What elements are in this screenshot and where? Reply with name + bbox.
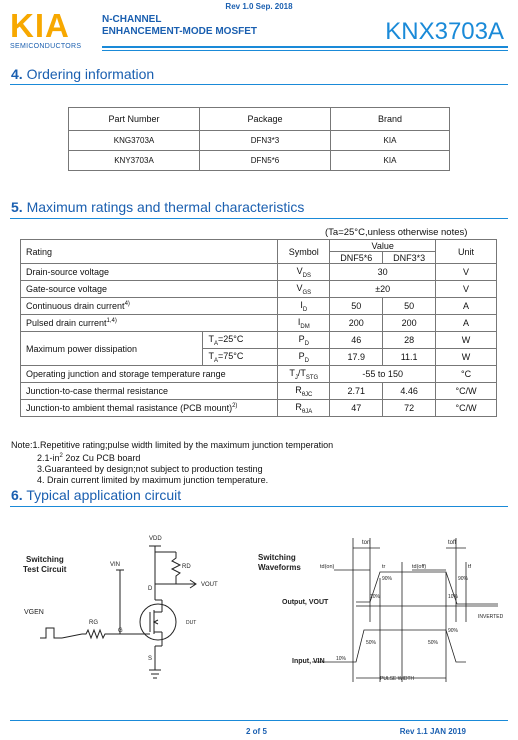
value-rjc-dfn33: 4.46: [383, 383, 436, 400]
symbol-subscript2: STG: [305, 374, 319, 381]
symbol-subscript: GS: [302, 289, 312, 296]
value-rja-dfn33: 72: [383, 400, 436, 417]
value-rja-dfn56: 47: [330, 400, 383, 417]
table-row: [21, 315, 497, 332]
section5-title: Maximum ratings and thermal characteristics: [26, 199, 305, 215]
label-vin: VIN: [110, 562, 121, 568]
symbol-subscript: D: [304, 357, 309, 364]
header-part-number: Part Number: [69, 108, 200, 131]
label-50-2: 50%: [428, 640, 439, 646]
logo-text: KIA: [10, 7, 70, 44]
value-pd25-dfn56: 46: [330, 332, 383, 349]
label-g: G: [118, 628, 123, 634]
label-input: Input, VIN: [292, 658, 325, 665]
label-pulse-width: PULSE WIDTH: [380, 676, 415, 682]
section4-rule: [10, 84, 508, 85]
symbol-letter: P: [298, 350, 305, 361]
symbol-subscript: D: [304, 340, 309, 347]
symbol-letter: R: [295, 384, 302, 395]
label-90-2: 90%: [458, 576, 469, 582]
label-output: Output, VOUT: [282, 599, 329, 606]
header-divider: [102, 46, 508, 48]
note-2: [11, 451, 511, 464]
note-2-text: 2.1-in: [37, 453, 60, 463]
value-idm-dfn33: 200: [383, 315, 436, 332]
label-vdd: VDD: [149, 536, 162, 542]
footnote-ref: 1,4): [106, 318, 117, 324]
cell-part: KNG3703A: [69, 131, 200, 151]
value-rjc-dfn56: 2.71: [330, 383, 383, 400]
symbol-letter: I: [297, 316, 301, 327]
ordering-table: [68, 107, 450, 171]
label-rg: RG: [89, 620, 98, 626]
unit-pd: W: [436, 332, 497, 349]
switching-test-circuit: [18, 528, 250, 694]
header-symbol: Symbol: [278, 240, 330, 264]
table-row: [69, 151, 450, 171]
header-dfn56: DNF5*6: [330, 252, 383, 264]
table-row: [21, 400, 497, 417]
cond-subscript: A: [213, 357, 218, 364]
table-row: [69, 131, 450, 151]
rating-vds: Drain-source voltage: [21, 264, 278, 281]
unit-vds: V: [436, 264, 497, 281]
cond-subscript: A: [213, 340, 218, 347]
unit-rja: °C/W: [436, 400, 497, 417]
value-tj: -55 to 150: [330, 366, 436, 383]
kia-logo: [10, 8, 90, 50]
symbol-idm: [278, 315, 330, 332]
note-4: 4. Drain current limited by maximum junction temperature.: [37, 475, 269, 485]
circuit-title-2: Test Circuit: [23, 565, 67, 574]
cell-brand: KIA: [331, 131, 450, 151]
circuit-title-1: Switching: [26, 555, 64, 564]
part-number: KNX3703A: [385, 18, 504, 45]
unit-tj: °C: [436, 366, 497, 383]
rating-vgs: Gate-source voltage: [21, 281, 278, 298]
note-2-rest: 2oz Cu PCB board: [62, 453, 141, 463]
symbol-pd: [278, 332, 330, 349]
footer-rule: [10, 720, 508, 721]
section4-title: Ordering information: [26, 66, 155, 82]
label-10-2: 10%: [448, 594, 459, 600]
label-90-1: 90%: [382, 576, 393, 582]
label-tdon: td(on): [320, 564, 335, 570]
symbol-slash: /T: [297, 367, 306, 378]
rating-rja: [21, 400, 278, 417]
footnote-ref: 4): [124, 301, 130, 307]
logo-subtitle: SEMICONDUCTORS: [10, 43, 82, 50]
subtitle-line1: N-CHANNEL: [102, 14, 162, 25]
device-type: [102, 14, 257, 38]
label-50-1: 50%: [366, 640, 377, 646]
cond-rest: =25°C: [218, 333, 244, 344]
condition-ta25: [203, 332, 278, 349]
label-tdoff: td(off): [412, 564, 427, 570]
value-idm-dfn56: 200: [330, 315, 383, 332]
waveform-title-2: Waveforms: [258, 563, 301, 572]
section5-number: 5.: [11, 199, 23, 215]
rating-text: Junction-to ambient themal rasistance (PCB mount): [26, 403, 233, 413]
table-header-row: [21, 240, 497, 252]
condition-ta75: [203, 349, 278, 366]
section6-number: 6.: [11, 487, 23, 503]
label-inverted: INVERTED: [478, 614, 504, 620]
value-pd75-dfn56: 17.9: [330, 349, 383, 366]
section6-title: Typical application circuit: [26, 487, 182, 503]
value-id-dfn56: 50: [330, 298, 383, 315]
symbol-subscript: θJA: [301, 408, 313, 415]
cond-rest: =75°C: [218, 350, 244, 361]
header-divider-thin: [102, 50, 508, 51]
value-vds: 30: [330, 264, 436, 281]
rating-tj: Operating junction and storage temperature range: [21, 366, 278, 383]
symbol-subscript: DM: [300, 323, 310, 330]
value-vgs: ±20: [330, 281, 436, 298]
section6-heading: [11, 487, 181, 503]
cell-brand: KIA: [331, 151, 450, 171]
value-pd25-dfn33: 28: [383, 332, 436, 349]
symbol-letter: T: [289, 367, 295, 378]
label-tf: tf: [468, 564, 472, 570]
table-row: [21, 281, 497, 298]
symbol-subscript: J: [294, 374, 298, 381]
rating-idm: [21, 315, 278, 332]
label-d: D: [148, 586, 153, 592]
header-value: Value: [330, 240, 436, 252]
table-row: [21, 332, 497, 349]
symbol-pd: [278, 349, 330, 366]
label-10-3: 10%: [336, 656, 347, 662]
symbol-tj: [278, 366, 330, 383]
label-toff: toff: [448, 540, 457, 546]
section5-heading: [11, 199, 304, 215]
switching-waveforms: [252, 532, 504, 692]
rating-id: [21, 298, 278, 315]
cell-package: DFN5*6: [200, 151, 331, 171]
note-1: Note:1.Repetitive rating;pulse width limited by the maximum junction temperation: [11, 440, 334, 450]
symbol-letter: I: [300, 299, 303, 310]
cond-letter: T: [208, 350, 214, 361]
symbol-rjc: [278, 383, 330, 400]
cell-part: KNY3703A: [69, 151, 200, 171]
waveform-title-1: Switching: [258, 553, 296, 562]
label-10-1: 10%: [370, 594, 381, 600]
cond-letter: T: [208, 333, 214, 344]
symbol-letter: V: [296, 282, 303, 293]
table-row: [21, 298, 497, 315]
symbol-letter: R: [295, 401, 302, 412]
label-vgen: VGEN: [24, 609, 44, 616]
note-2-sup: 2: [59, 453, 63, 459]
cell-package: DFN3*3: [200, 131, 331, 151]
rating-text: Continuous drain current: [26, 301, 125, 311]
table-row: [21, 264, 497, 281]
rating-rjc: Junction-to-case thermal resistance: [21, 383, 278, 400]
unit-idm: A: [436, 315, 497, 332]
header-rating: Rating: [21, 240, 278, 264]
page-number: 2 of 5: [246, 727, 267, 736]
unit-id: A: [436, 298, 497, 315]
table-row: [21, 383, 497, 400]
conditions-note: (Ta=25°C,unless otherwise notes): [325, 227, 468, 238]
unit-rjc: °C/W: [436, 383, 497, 400]
max-ratings-table: [20, 239, 497, 417]
section5-rule: [10, 218, 508, 219]
header-package: Package: [200, 108, 331, 131]
header-dfn33: DNF3*3: [383, 252, 436, 264]
header-unit: Unit: [436, 240, 497, 264]
symbol-id: [278, 298, 330, 315]
symbol-rja: [278, 400, 330, 417]
table-header-row: [69, 108, 450, 131]
section4-number: 4.: [11, 66, 23, 82]
unit-pd: W: [436, 349, 497, 366]
symbol-subscript: DS: [302, 272, 311, 279]
symbol-subscript: D: [302, 306, 308, 313]
label-vout: VOUT: [201, 582, 218, 588]
symbol-vds: [278, 264, 330, 281]
note-3: 3.Guaranteed by design;not subject to production testing: [37, 464, 263, 474]
footnote-ref: 2): [232, 403, 238, 409]
symbol-vgs: [278, 281, 330, 298]
section4-heading: [11, 66, 154, 82]
label-ton: ton: [362, 540, 371, 546]
footer-revision: Rev 1.1 JAN 2019: [399, 727, 466, 736]
label-rd: RD: [182, 564, 191, 570]
symbol-letter: P: [298, 333, 305, 344]
label-s: S: [148, 656, 153, 662]
section6-rule: [10, 506, 508, 507]
label-tr: tr: [382, 564, 386, 570]
label-90-3: 90%: [448, 628, 459, 634]
unit-vgs: V: [436, 281, 497, 298]
notes-block: [11, 440, 511, 486]
header-brand: Brand: [331, 108, 450, 131]
value-pd75-dfn33: 11.1: [383, 349, 436, 366]
revision-top: Rev 1.0 Sep. 2018: [225, 2, 293, 11]
symbol-subscript: θJC: [301, 391, 313, 398]
rating-text: Pulsed drain current: [26, 318, 107, 328]
rating-pd: Maximum power dissipation: [21, 332, 203, 366]
value-id-dfn33: 50: [383, 298, 436, 315]
symbol-letter: V: [296, 265, 303, 276]
label-dut: DUT: [186, 620, 197, 626]
table-row: [21, 366, 497, 383]
subtitle-line2: ENHANCEMENT-MODE MOSFET: [102, 26, 257, 37]
